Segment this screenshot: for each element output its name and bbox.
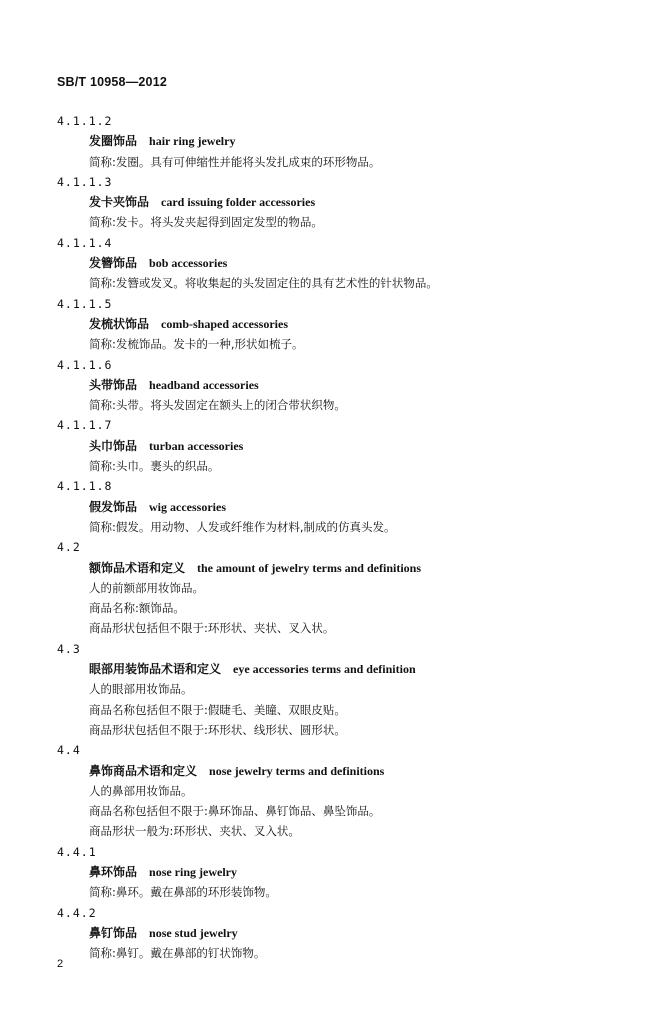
term-chinese: 鼻钉饰品 <box>89 925 138 940</box>
section-number: 4.1.1.6 <box>57 357 113 372</box>
term-heading <box>57 862 617 882</box>
term-english: comb-shaped accessories <box>161 316 288 331</box>
term-chinese: 鼻环饰品 <box>89 864 138 879</box>
section-number: 4.1.1.2 <box>57 114 113 128</box>
term-chinese: 发圈饰品 <box>89 134 138 149</box>
term-heading <box>57 558 617 578</box>
section-number: 4.1.1.8 <box>57 479 113 494</box>
definition-line: 简称:鼻钉。戴在鼻部的钉状饰物。 <box>89 946 266 961</box>
definition-line: 商品名称:额饰品。 <box>89 601 185 616</box>
section-number: 4.3 <box>57 641 81 656</box>
term-chinese: 发梳状饰品 <box>89 316 150 331</box>
term-english: the amount of jewelry terms and definitions <box>197 560 421 575</box>
definition-line: 简称:发簪或发叉。将收集起的头发固定住的具有艺术性的针状物品。 <box>89 276 438 291</box>
section-number: 4.2 <box>57 540 81 555</box>
definition-line: 简称:头巾。裹头的织品。 <box>89 459 220 474</box>
term-chinese: 眼部用装饰品术语和定义 <box>89 662 222 677</box>
definition-line: 人的鼻部用妆饰品。 <box>89 783 193 798</box>
definition-line: 商品形状一般为:环形状、夹状、叉入状。 <box>89 824 300 839</box>
term-heading <box>57 659 617 679</box>
section-number: 4.4.2 <box>57 905 97 920</box>
definition-line: 商品形状包括但不限于:环形状、线形状、圆形状。 <box>89 722 346 737</box>
term-english: nose ring jewelry <box>149 864 237 879</box>
term-english: nose stud jewelry <box>149 925 238 940</box>
definition-line: 简称:头带。将头发固定在额头上的闭合带状织物。 <box>89 398 346 413</box>
definition-line: 简称:假发。用动物、人发或纤维作为材料,制成的仿真头发。 <box>89 519 396 534</box>
definition-line: 简称:发圈。具有可伸缩性并能将头发扎成束的环形物品。 <box>89 154 381 169</box>
definition-line: 商品名称包括但不限于:假睫毛、美瞳、双眼皮贴。 <box>89 702 346 717</box>
definition-line: 简称:发梳饰品。发卡的一种,形状如梳子。 <box>89 337 304 352</box>
section-number: 4.1.1.3 <box>57 174 113 189</box>
definition-line: 人的眼部用妆饰品。 <box>89 682 193 697</box>
term-heading <box>57 253 617 273</box>
term-chinese: 发簪饰品 <box>89 256 138 271</box>
term-heading <box>57 131 617 151</box>
term-english: card issuing folder accessories <box>161 195 316 210</box>
term-heading <box>57 923 617 943</box>
term-english: eye accessories terms and definition <box>233 662 416 677</box>
section-number: 4.1.1.5 <box>57 296 113 311</box>
definition-line: 商品形状包括但不限于:环形状、夹状、叉入状。 <box>89 621 335 636</box>
term-chinese: 发卡夹饰品 <box>89 195 150 210</box>
definition-line: 商品名称包括但不限于:鼻环饰品、鼻钉饰品、鼻坠饰品。 <box>89 804 381 819</box>
section-number: 4.4 <box>57 743 81 758</box>
term-heading <box>57 375 617 395</box>
term-chinese: 额饰品术语和定义 <box>89 560 186 575</box>
term-english: nose jewelry terms and definitions <box>209 763 385 778</box>
standard-number-header: SB/T 10958—2012 <box>57 75 168 89</box>
document-body <box>57 111 617 963</box>
term-heading <box>57 192 617 212</box>
term-english: bob accessories <box>149 256 228 271</box>
page-number: 2 <box>57 958 64 970</box>
term-chinese: 鼻饰商品术语和定义 <box>89 763 198 778</box>
definition-line: 人的前额部用妆饰品。 <box>89 580 204 595</box>
term-english: wig accessories <box>149 499 226 514</box>
term-chinese: 头巾饰品 <box>89 438 138 453</box>
section-number: 4.4.1 <box>57 844 97 859</box>
term-english: turban accessories <box>149 438 244 453</box>
term-heading <box>57 314 617 334</box>
section-number: 4.1.1.7 <box>57 418 113 433</box>
term-chinese: 头带饰品 <box>89 377 138 392</box>
term-heading <box>57 497 617 517</box>
definition-line: 简称:发卡。将头发夹起得到固定发型的物品。 <box>89 215 323 230</box>
term-english: hair ring jewelry <box>149 134 236 149</box>
term-heading <box>57 761 617 781</box>
section-number: 4.1.1.4 <box>57 235 113 250</box>
term-heading <box>57 436 617 456</box>
definition-line: 简称:鼻环。戴在鼻部的环形装饰物。 <box>89 885 277 900</box>
term-english: headband accessories <box>149 377 259 392</box>
term-chinese: 假发饰品 <box>89 499 138 514</box>
